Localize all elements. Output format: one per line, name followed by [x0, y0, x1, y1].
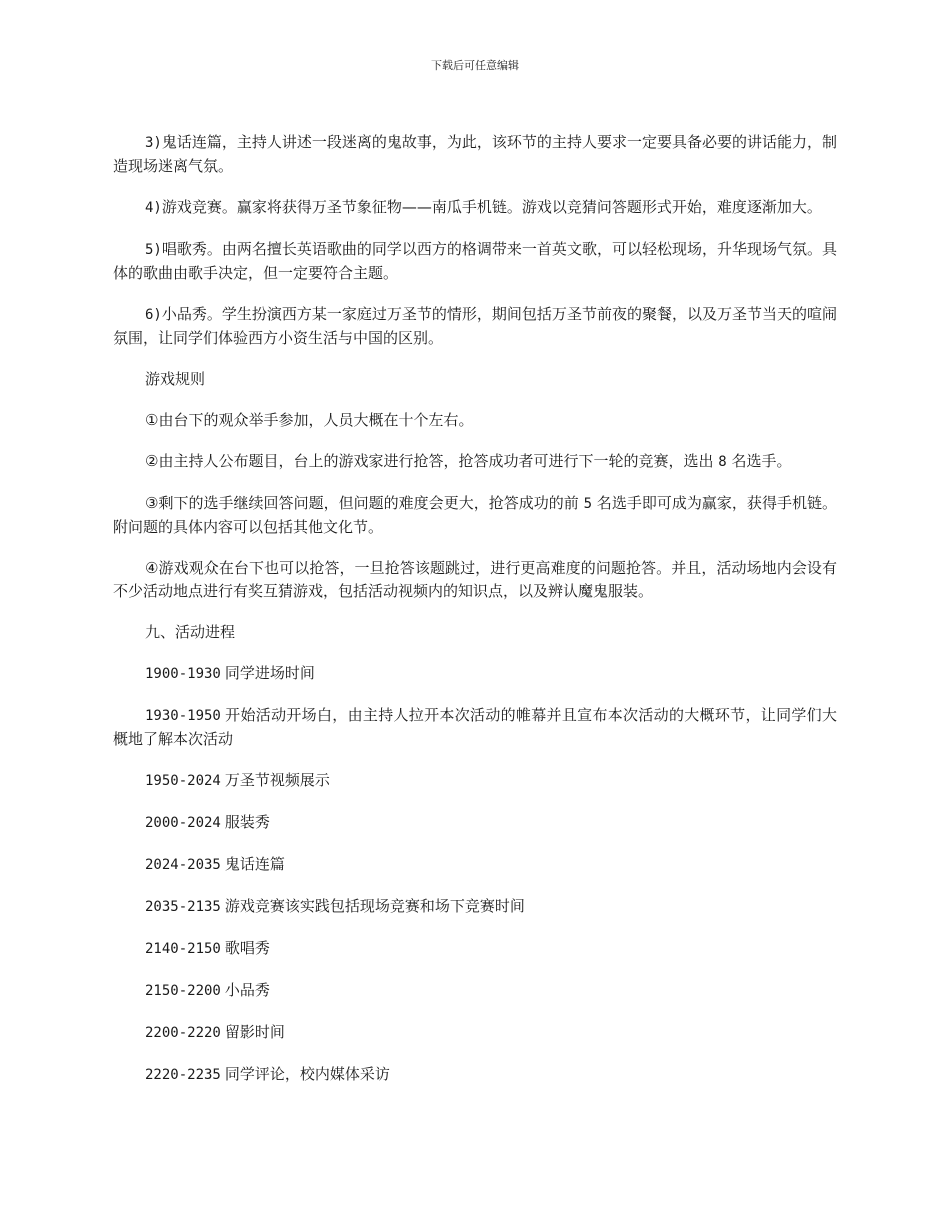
rule-number: 5: [583, 496, 593, 512]
schedule-time: 2000-2024: [145, 815, 221, 831]
schedule-row: [113, 895, 837, 919]
rule-text: ②由主持人公布题目，台上的游戏家进行抢答，抢答成功者可进行下一轮的竞赛，选出: [145, 452, 719, 470]
program-item-5: [113, 238, 837, 285]
rules-heading: 游戏规则: [145, 370, 206, 388]
rule-item-3: [113, 492, 837, 539]
schedule-row: [113, 979, 837, 1003]
schedule-time: 1930-1950: [145, 708, 221, 724]
schedule-desc: 同学进场时间: [224, 664, 315, 682]
schedule-time: 2024-2035: [145, 857, 221, 873]
schedule-time: 1950-2024: [145, 773, 221, 789]
rule-text: ④游戏观众在台下也可以抢答，一旦抢答该题跳过，进行更高难度的问题抢答。并且，活动场地内会设有不少活动地点进行有奖互猜游戏，包括活动视频内的知识点，以及辨认魔鬼服装。: [113, 559, 837, 600]
schedule-row: [113, 811, 837, 835]
rule-item-4: [113, 557, 837, 603]
page-header: 下载后可任意编辑: [431, 59, 519, 72]
schedule-desc: 开始活动开场白，由主持人拉开本次活动的帷幕并且宣布本次活动的大概环节，让同学们大概地了解本次活动: [113, 706, 837, 748]
item-text: 唱歌秀。由两名擅长英语歌曲的同学以西方的格调带来一首英文歌，可以轻松现场，升华现场气氛。具体的歌曲由歌手决定，但一定要符合主题。: [113, 240, 837, 282]
schedule-row: [113, 937, 837, 961]
schedule-time: 2220-2235: [145, 1067, 221, 1083]
schedule-row: [113, 1021, 837, 1045]
schedule-time: 2140-2150: [145, 941, 221, 957]
schedule-desc: 游戏竞赛该实践包括现场竞赛和场下竞赛时间: [224, 897, 525, 915]
item-text: 游戏竞赛。赢家将获得万圣节象征物——南瓜手机链。游戏以竞猜问答题形式开始，难度逐渐加大。: [161, 198, 822, 216]
schedule-row: [113, 662, 837, 686]
item-number: 4): [145, 200, 162, 216]
schedule-time: 2035-2135: [145, 899, 221, 915]
schedule-desc: 万圣节视频展示: [224, 771, 330, 789]
item-number: 5): [145, 242, 162, 258]
rule-item-2: [113, 450, 837, 474]
rule-text: ③剩下的选手继续回答问题，但问题的难度会更大，抢答成功的前: [145, 494, 584, 512]
schedule-heading: 九、活动进程: [145, 623, 236, 641]
schedule-row: [113, 769, 837, 793]
program-item-6: [113, 303, 837, 350]
item-number: 3): [145, 135, 162, 151]
schedule-time: 2200-2220: [145, 1025, 221, 1041]
item-text: 鬼话连篇，主持人讲述一段迷离的鬼故事，为此，该环节的主持人要求一定要具备必要的讲话能力，制造现场迷离气氛。: [113, 133, 837, 175]
item-text: 小品秀。学生扮演西方某一家庭过万圣节的情形，期间包括万圣节前夜的聚餐，以及万圣节当天的喧闹氛围，让同学们体验西方小资生活与中国的区别。: [113, 305, 837, 347]
schedule-desc: 歌唱秀: [224, 939, 270, 957]
schedule-desc: 鬼话连篇: [224, 855, 285, 873]
schedule-desc: 留影时间: [224, 1023, 285, 1041]
rule-text-tail: 名选手即可成为赢家，获得手机链。附问题的具体内容可以包括其他文化节。: [113, 494, 837, 536]
schedule-time: 1900-1930: [145, 666, 221, 682]
schedule-desc: 同学评论，校内媒体采访: [224, 1065, 390, 1083]
schedule-row: [113, 1063, 837, 1087]
schedule-row: [113, 853, 837, 877]
rule-text-tail: 名选手。: [726, 452, 792, 470]
program-item-4: [113, 196, 837, 220]
schedule-desc: 服装秀: [224, 813, 270, 831]
schedule-desc: 小品秀: [224, 981, 270, 999]
program-item-3: [113, 131, 837, 178]
schedule-row: [113, 704, 837, 751]
document-body: [113, 131, 837, 1105]
rule-text: ①由台下的观众举手参加，人员大概在十个左右。: [145, 411, 474, 429]
schedule-time: 2150-2200: [145, 983, 221, 999]
rule-number: 8: [718, 454, 727, 470]
item-number: 6): [145, 307, 162, 323]
rule-item-1: [113, 409, 837, 432]
